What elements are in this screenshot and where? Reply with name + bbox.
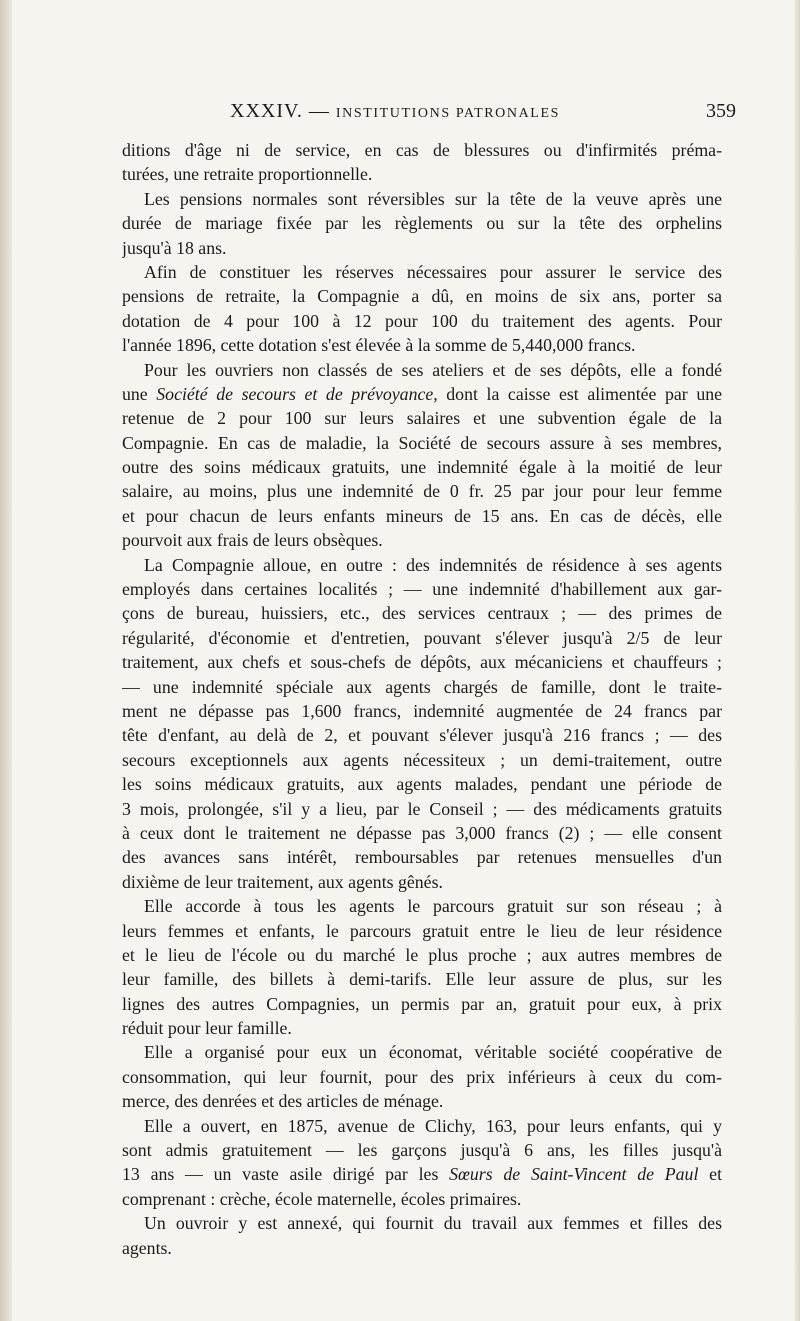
text-line: — une indemnité spéciale aux agents chargés de famille, dont le traite- — [122, 676, 722, 697]
header-dash: — — [308, 100, 330, 122]
text-line: Un ouvroir y est annexé, qui fournit du travail aux femmes et filles des — [144, 1213, 722, 1234]
chapter-number: XXXIV. — [230, 100, 303, 122]
text-line — [122, 382, 722, 406]
text-line: à ceux dont le traitement ne dépasse pas 3,000 francs (2) ; — elle consent — [122, 822, 722, 843]
text-line: La Compagnie alloue, en outre : des indemnités de résidence à ses agents — [144, 554, 722, 575]
text-line: des avances sans intérêt, remboursables par retenues mensuelles d'un — [122, 847, 722, 868]
italic-phrase: Sœurs de Saint-Vincent de Paul — [449, 1164, 699, 1185]
text-line: les soins médicaux gratuits, aux agents malades, pendant une période de — [122, 774, 722, 795]
text-line: Les pensions normales sont réversibles sur la tête de la veuve après une — [144, 188, 722, 209]
running-title — [230, 100, 560, 123]
text-line: ditions d'âge ni de service, en cas de blessures ou d'infirmités préma- — [122, 140, 722, 160]
text-line: outre des soins médicaux gratuits, une indemnité égale à la moitié de leur — [122, 457, 722, 478]
page-number: 359 — [706, 100, 736, 122]
italic-phrase: Société de secours et de prévoyance, — [156, 383, 438, 404]
running-header — [122, 100, 736, 130]
text-line: jusqu'à 18 ans. — [122, 237, 227, 258]
text-segment: 13 ans — un vaste asile dirigé par les — [122, 1164, 450, 1185]
text-line: lignes des autres Compagnies, un permis par an, gratuit pour eux, à prix — [122, 993, 722, 1014]
chapter-title: INSTITUTIONS PATRONALES — [335, 106, 560, 121]
text-line: turées, une retraite proportionnelle. — [122, 164, 373, 185]
text-line: Elle accorde à tous les agents le parcours gratuit sur son réseau ; à — [144, 896, 722, 917]
text-segment: une — [122, 383, 157, 404]
text-line: ment ne dépasse pas 1,600 francs, indemnité augmentée de 24 francs par — [122, 700, 722, 721]
text-line: et le lieu de l'école ou du marché le plus proche ; aux autres membres de — [122, 944, 722, 965]
text-line — [122, 1162, 722, 1186]
text-line: dixième de leur traitement, aux agents gênés. — [122, 871, 443, 892]
text-line: et pour chacun de leurs enfants mineurs de 15 ans. En cas de décès, elle — [122, 505, 722, 526]
text-line: Elle a ouvert, en 1875, avenue de Clichy, 163, pour leurs enfants, qui y — [144, 1115, 722, 1136]
text-line: çons de bureau, huissiers, etc., des services centraux ; — des primes de — [122, 603, 722, 624]
text-line: réduit pour leur famille. — [122, 1018, 292, 1039]
text-line: l'année 1896, cette dotation s'est élevée à la somme de 5,440,000 francs. — [122, 335, 636, 356]
text-line: agents. — [122, 1237, 172, 1258]
text-line: leur famille, des billets à demi-tarifs. Elle leur assure de plus, sur les — [122, 969, 722, 990]
text-line: Pour les ouvriers non classés de ses ateliers et de ses dépôts, elle a fondé — [144, 359, 722, 380]
text-line: sont admis gratuitement — les garçons jusqu'à 6 ans, les filles jusqu'à — [122, 1140, 722, 1161]
text-line: retenue de 2 pour 100 sur leurs salaires et une subvention égale de la — [122, 408, 722, 429]
page-left-edge — [0, 0, 12, 1321]
text-line: employés dans certaines localités ; — une indemnité d'habillement aux gar- — [122, 579, 722, 600]
text-line: dotation de 4 pour 100 à 12 pour 100 du traitement des agents. Pour — [122, 310, 722, 331]
text-line: pensions de retraite, la Compagnie a dû, en moins de six ans, porter sa — [122, 286, 722, 307]
text-segment: dont la caisse est alimentée par une — [437, 383, 722, 404]
text-line: Elle a organisé pour eux un économat, véritable société coopérative de — [144, 1042, 722, 1063]
text-line: comprenant : crèche, école maternelle, écoles primaires. — [122, 1188, 522, 1209]
text-line: Afin de constituer les réserves nécessaires pour assurer le service des — [144, 261, 722, 282]
text-line: pourvoit aux frais de leurs obsèques. — [122, 530, 383, 551]
text-line: durée de mariage fixée par les règlements ou sur la tête des orphelins — [122, 213, 722, 234]
page-right-edge — [794, 0, 800, 1321]
text-line: merce, des denrées et des articles de ménage. — [122, 1091, 444, 1112]
text-line: leurs femmes et enfants, le parcours gratuit entre le lieu de leur résidence — [122, 920, 722, 941]
text-line: consommation, qui leur fournit, pour des prix inférieurs à ceux du com- — [122, 1066, 722, 1087]
text-line: secours exceptionnels aux agents nécessiteux ; un demi-traitement, outre — [122, 749, 722, 770]
text-line: régularité, d'économie et d'entretien, pouvant s'élever jusqu'à 2/5 de leur — [122, 627, 722, 648]
text-line: salaire, au moins, plus une indemnité de 0 fr. 25 par jour pour leur femme — [122, 481, 722, 502]
text-line: tête d'enfant, au delà de 2, et pouvant s'élever jusqu'à 216 francs ; — des — [122, 725, 722, 746]
body-text — [122, 138, 722, 1260]
text-line: traitement, aux chefs et sous-chefs de dépôts, aux mécaniciens et chauffeurs ; — [122, 652, 722, 673]
text-line: 3 mois, prolongée, s'il y a lieu, par le Conseil ; — des médicaments gratuits — [122, 798, 722, 819]
text-segment: et — [698, 1164, 722, 1185]
text-line: Compagnie. En cas de maladie, la Société de secours assure à ses membres, — [122, 432, 722, 453]
